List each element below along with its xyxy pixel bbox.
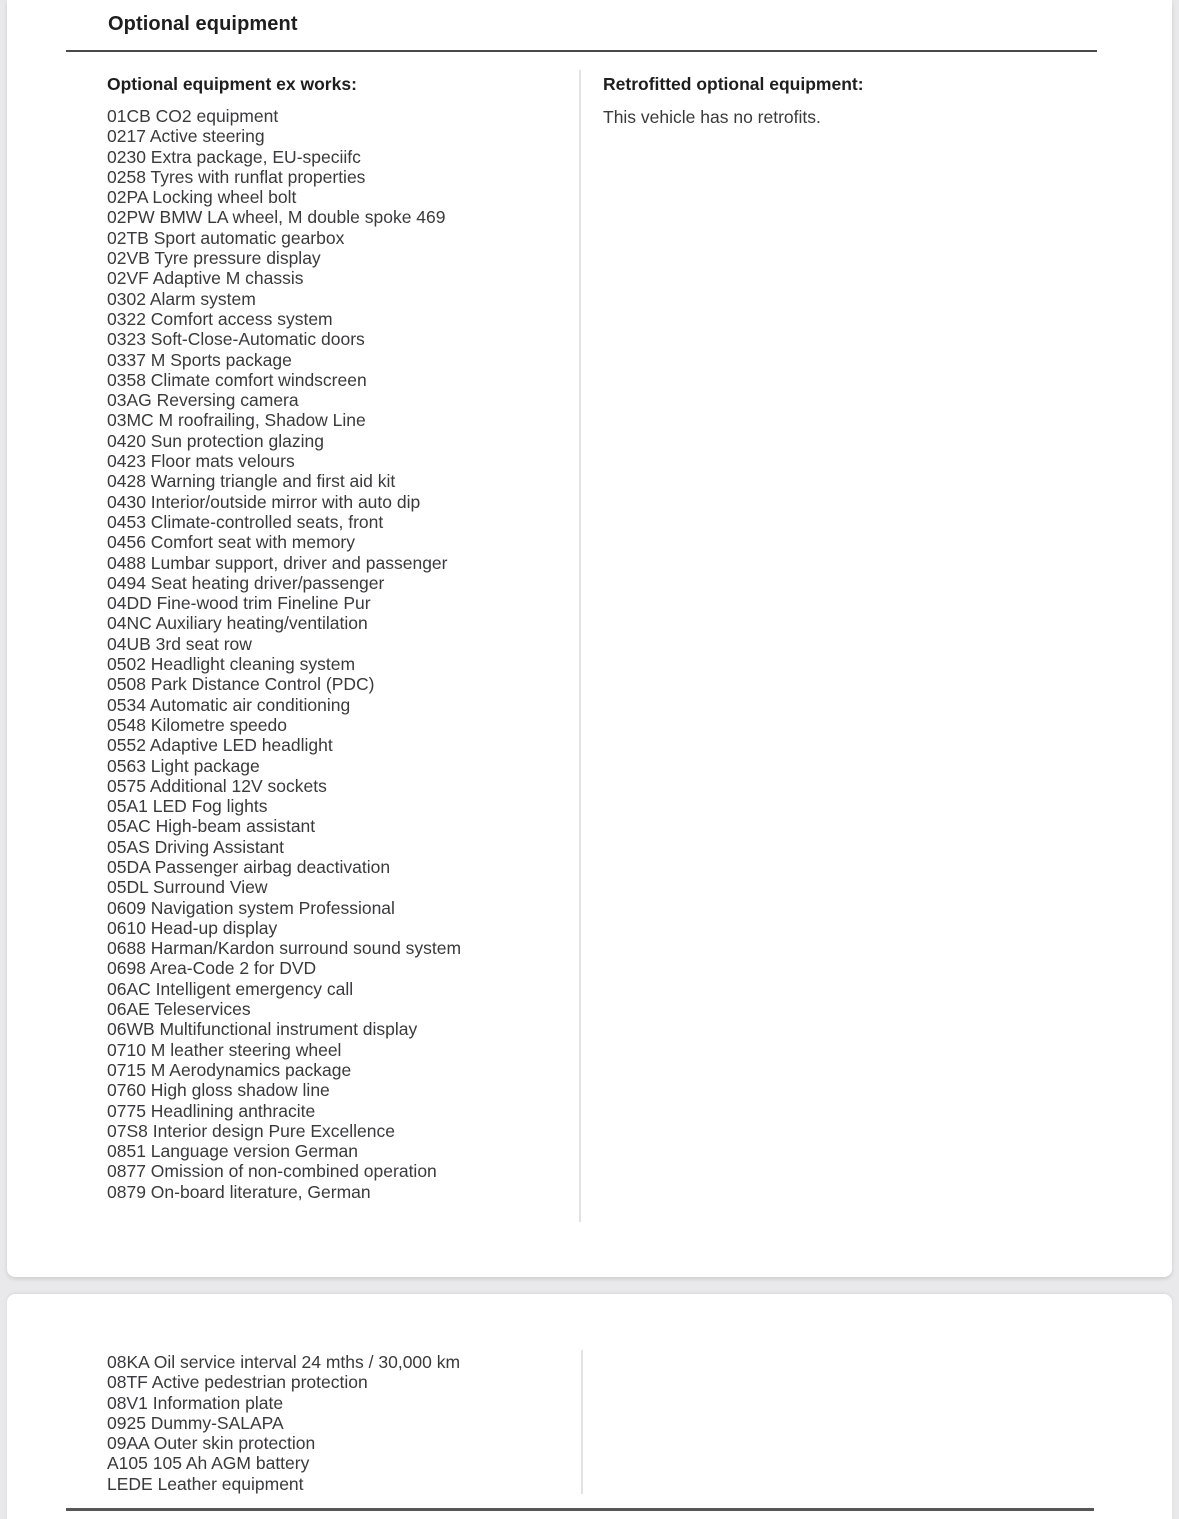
equipment-item: 0258 Tyres with runflat properties (107, 166, 366, 187)
equipment-item: 0302 Alarm system (107, 288, 256, 309)
retrofit-status-text: This vehicle has no retrofits. (603, 107, 821, 127)
equipment-item: 0217 Active steering (107, 126, 265, 147)
equipment-item: 02PW BMW LA wheel, M double spoke 469 (107, 207, 446, 228)
equipment-item: 0552 Adaptive LED headlight (107, 735, 333, 756)
equipment-item: 01CB CO2 equipment (107, 106, 279, 126)
equipment-item: 0502 Headlight cleaning system (107, 654, 356, 675)
section-title: Optional equipment (108, 13, 298, 35)
equipment-item: 0508 Park Distance Control (PDC) (107, 674, 375, 695)
equipment-item: 0715 M Aerodynamics package (107, 1059, 352, 1080)
equipment-item: 03MC M roofrailing, Shadow Line (107, 410, 366, 431)
equipment-item: 05DA Passenger airbag deactivation (107, 856, 391, 877)
ex-works-list-continued (107, 1352, 460, 1494)
equipment-item: 02TB Sport automatic gearbox (107, 227, 345, 248)
equipment-item: 08TF Active pedestrian protection (107, 1372, 368, 1393)
equipment-item: 0358 Climate comfort windscreen (107, 369, 367, 390)
equipment-item: 0423 Floor mats velours (107, 451, 295, 472)
equipment-item: 09AA Outer skin protection (107, 1433, 316, 1454)
equipment-item: 0775 Headlining anthracite (107, 1100, 316, 1121)
equipment-item: 0456 Comfort seat with memory (107, 532, 356, 553)
equipment-item: 05AC High-beam assistant (107, 816, 316, 837)
equipment-item: 0760 High gloss shadow line (107, 1080, 330, 1101)
equipment-item: 0575 Additional 12V sockets (107, 775, 327, 796)
equipment-item: 0430 Interior/outside mirror with auto dip (107, 491, 421, 512)
equipment-item: 07S8 Interior design Pure Excellence (107, 1120, 395, 1141)
equipment-item: 05DL Surround View (107, 877, 268, 898)
equipment-item: 04DD Fine-wood trim Fineline Pur (107, 593, 371, 614)
column-divider (579, 70, 581, 1222)
ex-works-header: Optional equipment ex works: (107, 74, 357, 94)
equipment-item: LEDE Leather equipment (107, 1473, 304, 1494)
report-page-1 (7, 0, 1172, 1277)
equipment-item: 08KA Oil service interval 24 mths / 30,000 km (107, 1352, 461, 1372)
equipment-item: A105 105 Ah AGM battery (107, 1453, 310, 1474)
equipment-item: 0453 Climate-controlled seats, front (107, 511, 384, 532)
equipment-item: 0548 Kilometre speedo (107, 714, 287, 735)
equipment-item: 05A1 LED Fog lights (107, 796, 268, 817)
equipment-item: 0488 Lumbar support, driver and passenger (107, 552, 448, 573)
equipment-item: 04UB 3rd seat row (107, 633, 252, 654)
equipment-item: 06WB Multifunctional instrument display (107, 1019, 418, 1040)
equipment-item: 0428 Warning triangle and first aid kit (107, 471, 396, 492)
equipment-item: 05AS Driving Assistant (107, 836, 285, 857)
equipment-item: 0610 Head-up display (107, 917, 278, 938)
ex-works-list (107, 106, 461, 1202)
retrofit-header: Retrofitted optional equipment: (603, 74, 864, 94)
equipment-item: 0534 Automatic air conditioning (107, 694, 351, 715)
equipment-item: 0925 Dummy-SALAPA (107, 1412, 284, 1433)
equipment-item: 0877 Omission of non-combined operation (107, 1161, 437, 1182)
equipment-item: 04NC Auxiliary heating/ventilation (107, 613, 368, 634)
equipment-item: 0609 Navigation system Professional (107, 897, 395, 918)
title-rule (66, 50, 1097, 52)
equipment-item: 06AC Intelligent emergency call (107, 978, 354, 999)
section-end-rule (66, 1508, 1094, 1511)
equipment-item: 0337 M Sports package (107, 349, 292, 370)
equipment-item: 0494 Seat heating driver/passenger (107, 572, 385, 593)
equipment-item: 02VB Tyre pressure display (107, 248, 321, 269)
equipment-item: 0323 Soft-Close-Automatic doors (107, 329, 365, 350)
equipment-item: 0698 Area-Code 2 for DVD (107, 958, 317, 979)
equipment-item: 0879 On-board literature, German (107, 1181, 371, 1202)
column-divider-bottom (581, 1350, 583, 1494)
equipment-item: 02VF Adaptive M chassis (107, 268, 304, 289)
equipment-item: 0322 Comfort access system (107, 308, 333, 329)
equipment-item: 0230 Extra package, EU-speciifc (107, 146, 361, 167)
equipment-item: 06AE Teleservices (107, 999, 251, 1020)
equipment-item: 02PA Locking wheel bolt (107, 187, 297, 208)
equipment-item: 0851 Language version German (107, 1141, 359, 1162)
equipment-item: 03AG Reversing camera (107, 390, 299, 411)
equipment-item: 0563 Light package (107, 755, 260, 776)
report-page-2 (7, 1294, 1172, 1519)
equipment-item: 0420 Sun protection glazing (107, 430, 324, 451)
equipment-item: 08V1 Information plate (107, 1392, 284, 1413)
equipment-item: 0710 M leather steering wheel (107, 1039, 342, 1060)
equipment-item: 0688 Harman/Kardon surround sound system (107, 938, 462, 959)
